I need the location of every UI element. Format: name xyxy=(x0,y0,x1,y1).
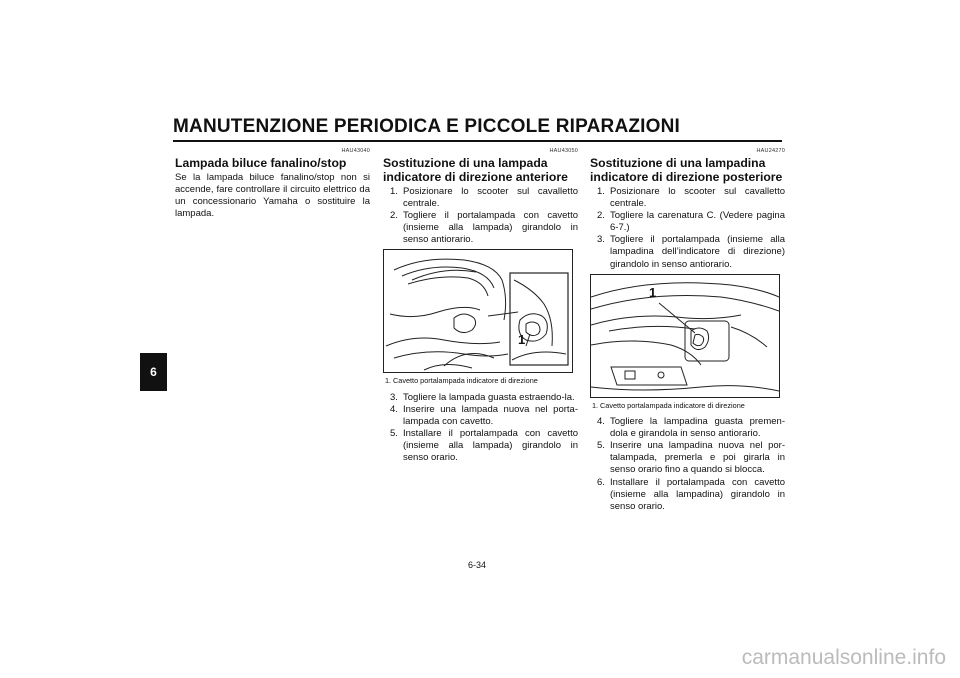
watermark: carmanualsonline.info xyxy=(741,646,946,669)
section-code: HAU43050 xyxy=(549,148,578,154)
section-title: Sostituzione di una lampadina indicatore di direzione posteriore xyxy=(590,156,783,184)
figure-caption: 1. Cavetto portalampada indicatore di direzione xyxy=(592,400,745,410)
front-signal-illustration xyxy=(384,250,572,372)
section-code: HAU43040 xyxy=(341,148,370,154)
list-item: 6. Installare il portalampada con cavetto (insieme alla lampadina) girandolo in senso orario. xyxy=(597,476,785,512)
list-item: 3. Togliere il portalampada (insieme alla lampadina dell’indicatore di direzione) girandolo in senso antiorario. xyxy=(597,234,785,270)
list-item: 5. Installare il portalampada con cavetto (insieme alla lampada) girandolo in senso orario. xyxy=(390,428,578,464)
section-front-turn-signal xyxy=(383,146,578,464)
step-list xyxy=(383,186,578,246)
list-item: 1. Posizionare lo scooter sul cavalletto centrale. xyxy=(597,186,785,210)
figure-rear-signal xyxy=(590,274,780,398)
list-item: 3. Togliere la lampada guasta estraendo-la. xyxy=(390,391,575,403)
step-list xyxy=(590,186,785,271)
section-title: Sostituzione di una lampada indicatore di direzione anteriore xyxy=(383,156,568,184)
list-item: 2. Togliere la carenatura C. (Vedere pagina 6-7.) xyxy=(597,210,785,234)
page-number: 6-34 xyxy=(468,560,487,570)
rear-signal-illustration xyxy=(591,275,779,397)
figure-callout: 1 xyxy=(518,332,526,348)
section-rear-turn-signal xyxy=(590,146,785,513)
step-list xyxy=(383,392,578,465)
page-title: MANUTENZIONE PERIODICA E PICCOLE RIPARAZIONI xyxy=(173,116,681,137)
list-item: 4. Togliere la lampadina guasta premen-dola e girandola in senso antiorario. xyxy=(597,416,785,440)
section-body: Se la lampada biluce fanalino/stop non si accende, fare controllare il circuito elettrico da un concessionario Yamaha o sostituire la lampada. xyxy=(175,172,370,220)
list-item: 1. Posizionare lo scooter sul cavalletto centrale. xyxy=(390,186,578,210)
figure-callout: 1 xyxy=(649,284,657,300)
figure-caption: 1. Cavetto portalampada indicatore di direzione xyxy=(385,376,538,386)
figure-front-signal xyxy=(383,249,573,373)
list-item: 5. Inserire una lampadina nuova nel por-talampada, premerla e poi girarla in senso orario fino a quando si blocca. xyxy=(597,440,785,476)
section-code: HAU24270 xyxy=(756,148,785,154)
list-item: 4. Inserire una lampada nuova nel porta-lampada con cavetto. xyxy=(390,403,578,428)
title-rule xyxy=(173,140,782,142)
chapter-tab: 6 xyxy=(140,353,167,391)
step-list xyxy=(590,416,785,513)
section-taillight xyxy=(175,146,370,220)
section-title: Lampada biluce fanalino/stop xyxy=(175,156,347,170)
list-item: 2. Togliere il portalampada con cavetto (insieme alla lampada) girandolo in senso antiorario. xyxy=(390,210,578,246)
